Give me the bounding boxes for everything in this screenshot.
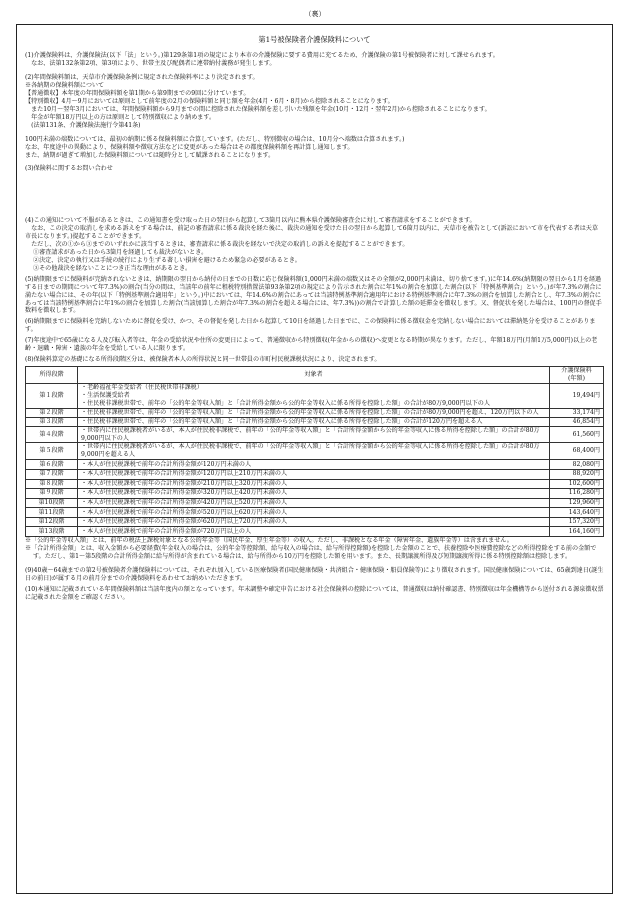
section-4-line: ①審査請求があった日から3箇月を経過しても裁決がないとき。 (33, 249, 208, 257)
target-line: ・世帯内に住民税課税者がいるが、本人が住民税非課税で、前年の「公的年金等収入額」と「合計所得金額から公的年金等収入に係る所得を控除した額」の合計が80万9,000円以下の人 (81, 426, 540, 442)
section-2-line: 年金が年額18万円以上の方は原則として特別徴収により納めます。 (25, 113, 216, 121)
section-3-heading: (3)保険料に関するお問い合わせ (25, 165, 113, 173)
rounding-line: 100円未満の端数については、最初の納期に係る保険料額に合算しています。(ただし、特別徴収の場合は、10月分へ端数は合算されます。) (25, 135, 405, 143)
target-cell: ・本人が住民税課税で前年の合計所得金額が320万円以上420万円未満の人 (78, 489, 550, 499)
rounding-note (25, 136, 604, 160)
section-8-heading: (8)保険料算定の基礎になる所得段階区分は、被保険者本人の所得状況と同一世帯員の市町村民税課税状況により、決定されます。 (25, 356, 381, 364)
section-7: (7)年度途中で65歳になる人及び転入者等は、年金の受給状況や住所の変更日によって、普通徴収から特別徴収(年金からの徴収)へ変更となる時期が異なります。ただし、年額18万円(月額1万5,000円)以上の老齢・退職・障害・遺族の年金を受給している人に限ります。 (25, 337, 598, 353)
target-cell: ・本人が住民税課税で前年の合計所得金額が620万円以上720万円未満の人 (78, 517, 550, 527)
table-row (26, 489, 604, 499)
table-row (26, 479, 604, 489)
target-cell: ・本人が住民税課税で前年の合計所得金額が120万円未満の人 (78, 460, 550, 470)
amount-cell: 129,960円 (550, 498, 604, 508)
section-2-line: (法第131条、介護保険法施行令第41条) (25, 121, 141, 129)
rounding-line: なお、年度途中の異動により、保険料額や徴収方法などに変更があった場合はその都度保険料額を再計算し通知します。 (25, 143, 354, 151)
target-cell (78, 384, 550, 409)
table-row (26, 384, 604, 409)
tier-cell: 第１段階 (26, 384, 78, 409)
table-row (26, 443, 604, 460)
table-row (26, 469, 604, 479)
tier-cell: 第２段階 (26, 408, 78, 417)
target-cell (78, 417, 550, 426)
reverse-side-label: （裏） (304, 10, 326, 18)
section-1 (25, 52, 604, 68)
table-row (26, 426, 604, 443)
table-header-amount: 介護保険料 (年額) (550, 367, 604, 384)
target-line: ・生活保護受給者 (81, 391, 130, 399)
inquiry-blank-area (25, 173, 604, 217)
target-cell (78, 408, 550, 417)
section-6: (6)納期限までに保険料を完納しないために督促を受け、かつ、その督促を発した日から起算して10日を経過した日までに、この保険料に係る徴収金を完納しない場合においては滞納処分を受けることがあります。 (25, 318, 596, 334)
notice-frame (16, 24, 613, 894)
target-line: ・住民税非課税世帯で、前年の「公的年金等収入額」と「合計所得金額から公的年金等収入に係る所得を控除した額」の合計が80万9,000円を超え、120万円以下の人 (81, 408, 539, 416)
tier-cell: 第10段階 (26, 498, 78, 508)
table-row (26, 417, 604, 426)
section-5: (5)納期限までに保険料が完納されないときは、納期限の翌日から納付の日までの日数に応じ保険料額(1,000円未満の端数又はその全額が2,000円未満は、切り捨てます。)に年14.6%(納期限の翌日から1月を経過する日までの期間について年7.3%)の割合(当分の間は、当該年の前年に租税特別措置法第93条第2項の規定により告示された割合に年1%の割合を加算した割合(以下「特例基準割合」という。)が年7.3%の割合に満たない場合には、その年(以下「特例基準割合適用年」という。)中においては、年14.6%の割合にあっては当該特例基準割合適用年における特例基準割合に年7.3%の割合を加算した割合とし、年7.3%の割合にあっては当該特例基準割合に年1%の割合を加算した割合(当該加算した割合が年7.3%の割合を超える場合には、年7.3%))の割合で計算した額の延滞金を徴収します。又、督促状を発した場合は、100円の督促手数料を徴収します。 (25, 275, 602, 315)
target-line: ・世帯内に住民税課税者がいるが、本人が住民税非課税で、前年の「公的年金等収入額」と「合計所得金額から公的年金等収入に係る所得を控除した額」の合計が80万9,000円を超える人 (81, 443, 540, 459)
section-2 (25, 74, 604, 129)
table-row (26, 527, 604, 537)
amount-cell: 116,280円 (550, 489, 604, 499)
amount-cell: 61,560円 (550, 426, 604, 443)
tier-cell: 第４段階 (26, 426, 78, 443)
amount-cell: 82,080円 (550, 460, 604, 470)
table-row (26, 408, 604, 417)
amount-cell: 46,854円 (550, 417, 604, 426)
section-1-line: (1)介護保険料は、介護保険法(以下「法」という。)第129条第1項の規定により本市の介護保険に要する費用に充てるため、介護保険の第1号被保険者に対して課せられます。 (25, 52, 499, 60)
page-title: 第1号被保険者介護保険料について (258, 35, 371, 44)
amount-cell: 143,640円 (550, 508, 604, 518)
target-cell: ・本人が住民税課税で前年の合計所得金額が120万円以上210万円未満の人 (78, 469, 550, 479)
target-cell: ・本人が住民税課税で前年の合計所得金額が420万円以上520万円未満の人 (78, 498, 550, 508)
section-4-line: ③その他裁決を経ないことにつき正当な理由があるとき。 (33, 264, 192, 272)
amount-cell: 157,320円 (550, 517, 604, 527)
table-row (26, 498, 604, 508)
target-line: ・住民税非課税世帯で、前年の「公的年金等収入額」と「合計所得金額から公的年金等収入に係る所得を控除した額」の合計が80万9,000円以下の人 (81, 399, 490, 407)
table-notes (25, 537, 604, 561)
amount-cell: 33,174円 (550, 408, 604, 417)
section-2-line: 【特別徴収】4月～9月においては原則として前年度の2月の保険料額と同じ額を年金(4月・6月・8月)から控除されることになります。 (25, 97, 394, 105)
target-line: ・老齢福祉年金受給者（住民税世帯非課税） (81, 384, 203, 392)
target-cell (78, 426, 550, 443)
rounding-line: また、納期が過ぎて増加した保険料額については随時分として賦課されることになります。 (25, 151, 275, 159)
section-4-line: ②決定、決定の執行又は手続の続行により生ずる著しい損害を避けるため緊急の必要があるとき。 (33, 256, 301, 264)
table-note: ※「合計所得金額」とは、収入金額から必要経費(年金収入の場合は、公的年金等控除額、給与収入の場合は、給与所得控除額)を控除した金額のことで、扶養控除や医療費控除などの所得控除をする前の金額です。ただし、第1～第5段階の合計所得金額に給与所得が含まれている場合は、給与所得から10万円を控除した額を用います。また、長期譲渡所得及び短期譲渡所得に係る特別控除額は控除します。 (25, 544, 597, 560)
tier-cell: 第３段階 (26, 417, 78, 426)
income-tier-table (25, 366, 604, 537)
tier-cell: 第６段階 (26, 460, 78, 470)
section-4-line: ただし、次の①から③までのいずれかに該当するときは、審査請求に係る裁決を経ないで決定の取消しの訴えを提起することができます。 (25, 241, 409, 249)
target-cell (78, 443, 550, 460)
table-note: ※「公的年金等収入額」とは、前年の税法上課税対象となる公的年金等（国民年金、厚生年金等）の収入。ただし、非課税となる年金（障害年金、遺族年金等）は含まれません。 (25, 537, 513, 545)
target-cell: ・本人が住民税課税で前年の合計所得金額が210万円以上320万円未満の人 (78, 479, 550, 489)
section-9: (9)40歳～64歳までの第2号被保険者介護保険料については、それぞれ加入している医療保険者(国民健康保険・共済組合・健康保険・船員保険等)により徴収されます。国民健康保険については、65歳到達日(誕生日の前日)が属する月の前月分までの介護保険料をあわせてお納めいただきます。 (25, 566, 604, 582)
table-header-tier: 所得段階 (26, 367, 78, 384)
tier-cell: 第11段階 (26, 508, 78, 518)
section-2-line: ※各納期の保険料額について (25, 82, 105, 90)
section-2-line: 【普通徴収】本年度の年間保険料額を第1期から第9期までの9回に分けています。 (25, 90, 250, 98)
section-2-line: (2)年間保険料額は、天草市介護保険条例に規定された保険料率により決定されます。 (25, 74, 259, 82)
section-4-line: なお、この決定の取消しを求める訴えをする場合は、前記の審査請求に係る裁決を経た後に、裁決の通知を受けた日の翌日から起算して6箇月以内に、天草市を被告として(訴訟において市を代表する者は天草市長になります。)提起することができます。 (25, 225, 598, 241)
tier-cell: 第９段階 (26, 489, 78, 499)
table-row (26, 517, 604, 527)
section-4-line: (4)この通知について不服があるときは、この通知書を受け取った日の翌日から起算して3箇月以内に熊本県介護保険審査会に対して審査請求をすることができます。 (25, 217, 476, 225)
section-1-line: なお、法第132条第2項、第3項により、世帯主及び配偶者に連帯納付義務が発生します。 (25, 60, 276, 68)
tier-cell: 第５段階 (26, 443, 78, 460)
amount-cell: 19,494円 (550, 384, 604, 409)
section-10: (10)本通知に記載されている年間保険料額は当該年度内の額となっています。年末調整や確定申告における社会保険料の控除については、普通徴収は納付確認書、特別徴収は年金機構等から送付される源泉徴収票に記載された金額をご確認ください。 (25, 585, 604, 601)
target-cell: ・本人が住民税課税で前年の合計所得金額が520万円以上620万円未満の人 (78, 508, 550, 518)
amount-cell: 68,400円 (550, 443, 604, 460)
tier-cell: 第７段階 (26, 469, 78, 479)
tier-cell: 第12段階 (26, 517, 78, 527)
table-row (26, 508, 604, 518)
amount-cell: 102,600円 (550, 479, 604, 489)
tier-cell: 第８段階 (26, 479, 78, 489)
tier-cell: 第13段階 (26, 527, 78, 537)
amount-cell: 88,920円 (550, 469, 604, 479)
amount-cell: 164,160円 (550, 527, 604, 537)
table-header-target: 対象者 (78, 367, 550, 384)
table-row (26, 460, 604, 470)
section-2-line: また10月～翌年3月においては、年間保険料額から9月までの間に控除された保険料額を差し引いた残額を年金(10月・12月・翌年2月)から控除されることになります。 (25, 105, 491, 113)
section-4 (25, 217, 604, 272)
target-cell: ・本人が住民税課税で前年の合計所得金額が720万円以上の人 (78, 527, 550, 537)
target-line: ・住民税非課税世帯で、前年の「公的年金等収入額」と「合計所得金額から公的年金等収入に係る所得を控除した額」の合計が120万円を超える人 (81, 417, 483, 425)
